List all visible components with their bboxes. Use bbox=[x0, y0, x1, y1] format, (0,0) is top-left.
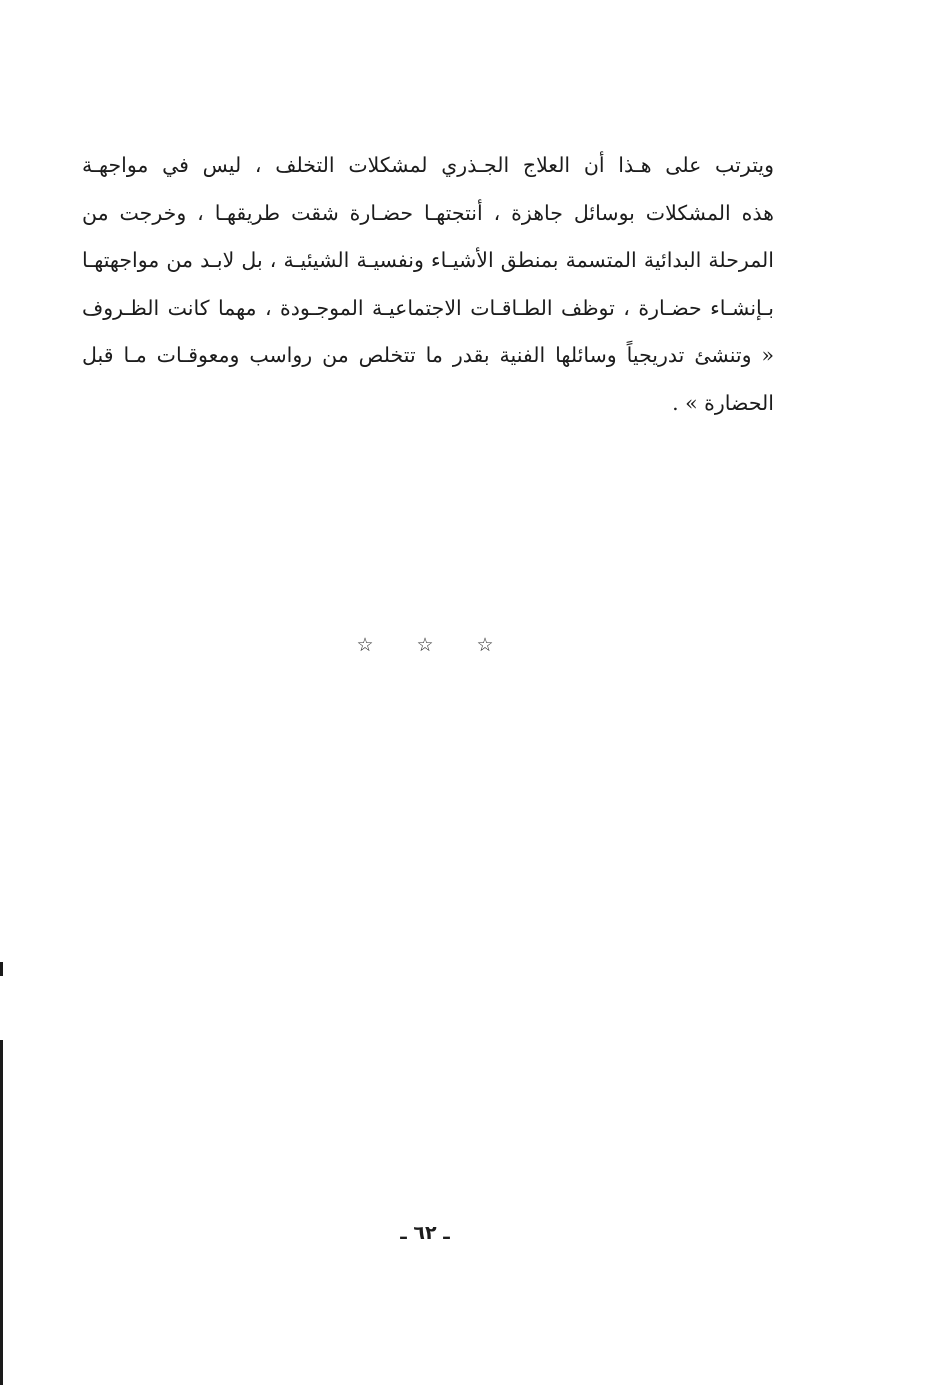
text-line: بـإنشـاء حضـارة ، توظف الطـاقـات الاجتماعيـة الموجـودة ، مهما كانت الظـروف bbox=[82, 295, 774, 320]
section-separator bbox=[350, 630, 500, 660]
text-line: « وتنشئ تدريجياً وسائلها الفنية بقدر ما تتخلص من رواسب ومعوقـات مـا قبل bbox=[82, 343, 774, 367]
text-line: الحضارة » . bbox=[672, 390, 774, 415]
text-line: هذه المشكلات بوسائل جاهزة ، أنتجتهـا حضـارة شقت طريقهـا ، وخرجت من bbox=[82, 200, 774, 225]
page-number: ـ ٦٢ ـ bbox=[400, 1222, 450, 1244]
scan-edge-mark bbox=[0, 962, 3, 976]
star-icon: ☆ bbox=[356, 634, 374, 656]
body-paragraph bbox=[82, 142, 774, 427]
text-line: المرحلة البدائية المتسمة بمنطق الأشيـاء ونفسيـة الشيئيـة ، بل لابـد من مواجهتهـا bbox=[82, 248, 774, 272]
star-icon: ☆ bbox=[476, 634, 494, 656]
text-line: ويترتب على هـذا أن العلاج الجـذري لمشكلات التخلف ، ليس في مواجهـة bbox=[82, 153, 774, 177]
scan-edge-mark bbox=[0, 1040, 3, 1385]
star-icon: ☆ bbox=[416, 634, 434, 656]
